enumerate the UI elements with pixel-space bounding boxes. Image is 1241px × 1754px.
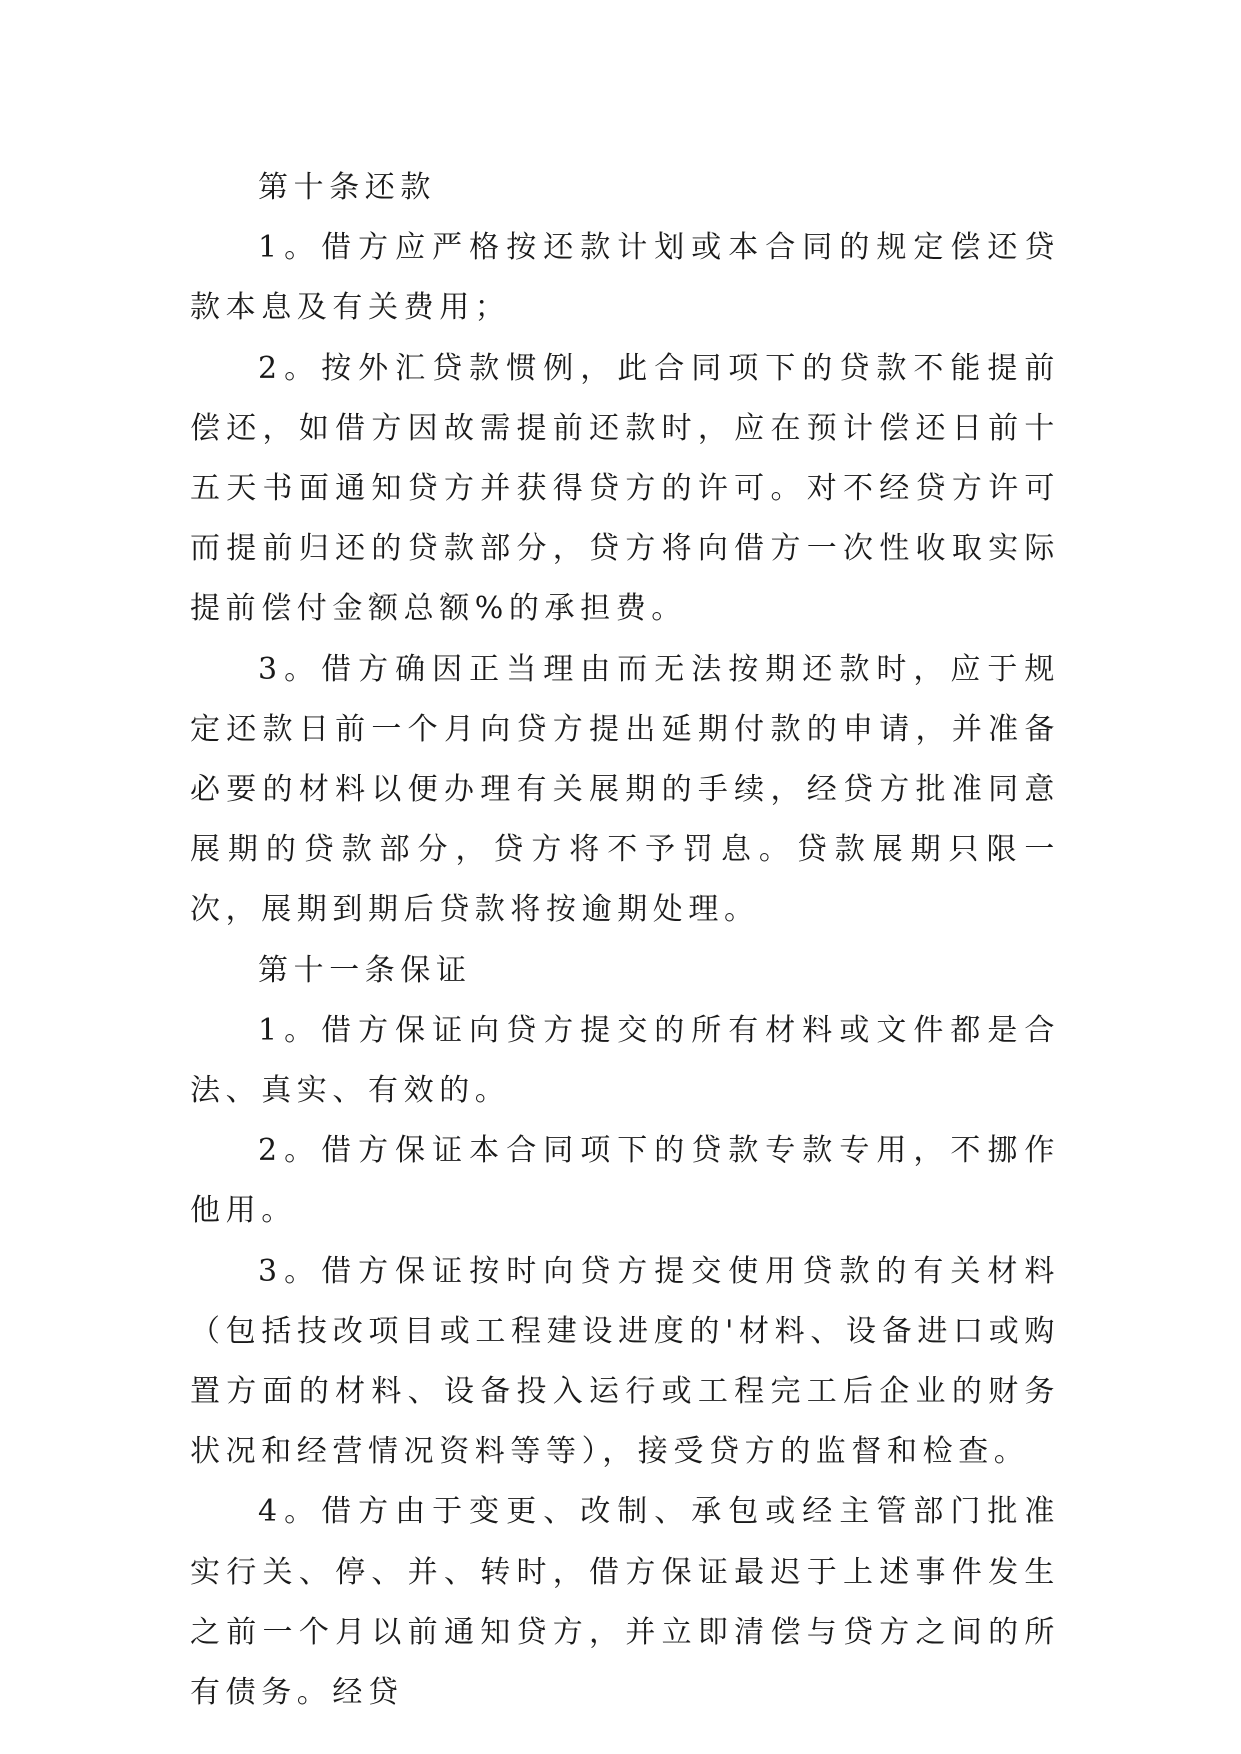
paragraph-guarantee-4: 4。借方由于变更、改制、承包或经主管部门批准实行关、停、并、转时，借方保证最迟于上述事件发生之前一个月以前通知贷方，并立即清偿与贷方之间的所有债务。经贷 [190, 1494, 1060, 1711]
paragraph-repayment-3: 3。借方确因正当理由而无法按期还款时，应于规定还款日前一个月向贷方提出延期付款的申请，并准备必要的材料以便办理有关展期的手续，经贷方批准同意展期的贷款部分，贷方将不予罚息。贷款展期只限一次，展期到期后贷款将按逾期处理。 [190, 651, 1060, 928]
paragraph-guarantee-1: 1。借方保证向贷方提交的所有材料或文件都是合法、真实、有效的。 [190, 1012, 1060, 1109]
paragraph-repayment-2: 2。按外汇贷款惯例，此合同项下的贷款不能提前偿还，如借方因故需提前还款时，应在预计偿还日前十五天书面通知贷方并获得贷方的许可。对不经贷方许可而提前归还的贷款部分，贷方将向借方一次性收取实际提前偿付金额总额%的承担费。 [190, 350, 1060, 627]
paragraph-guarantee-2: 2。借方保证本合同项下的贷款专款专用，不挪作他用。 [190, 1133, 1060, 1229]
section-heading-guarantee: 第十一条保证 [258, 952, 472, 988]
section-heading-repayment: 第十条还款 [258, 170, 436, 205]
paragraph-repayment-1: 1。借方应严格按还款计划或本合同的规定偿还贷款本息及有关费用； [190, 230, 1060, 326]
paragraph-guarantee-3: 3。借方保证按时向贷方提交使用贷款的有关材料（包括技改项目或工程建设进度的'材料、设备进口或购置方面的材料、设备投入运行或工程完工后企业的财务状况和经营情况资料等等），接受贷方的监督和检查。 [190, 1253, 1060, 1470]
document-body [190, 158, 1060, 1723]
